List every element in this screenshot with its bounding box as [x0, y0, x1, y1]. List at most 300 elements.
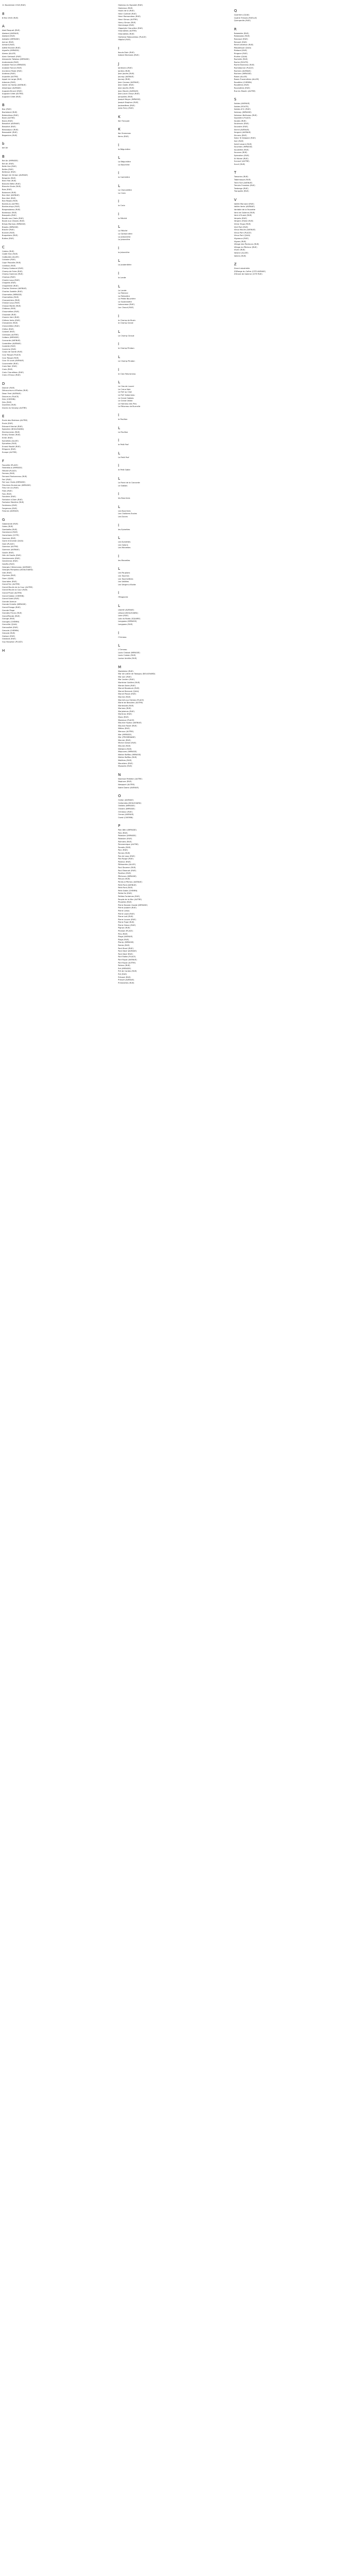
street-entry: Sechil (AVENUE) [234, 128, 250, 131]
street-entry: Fleur de Lis (RUE) [2, 487, 19, 489]
street-entry: Les Dunes [118, 515, 128, 518]
street-entry: la Lande [118, 276, 126, 279]
street-entry: Paul Eleanart (RUE) [118, 869, 137, 872]
street-entry: Rasnaud (RUE) [234, 38, 248, 40]
street-entry: Marcel Bernard (QUAI) [118, 690, 139, 692]
street-entry: Rochelle (RUE) [234, 58, 248, 61]
letter-heading: L [118, 643, 120, 648]
street-entry: Parc (RUE) [118, 849, 128, 852]
street-entry: Champs (RUE) [2, 276, 15, 278]
street-entry: Le Clos de Lourel [118, 385, 134, 388]
street-entry: Grand Fen (AUTRE) [2, 583, 20, 586]
street-entry: Pas Rouge (RUE) [118, 858, 134, 860]
street-entry: Hôpital (RUE) [118, 39, 131, 41]
letter-heading: I [118, 46, 120, 50]
street-entry: Charmettes (RUE) [2, 296, 19, 299]
street-entry: Jean Jaurès (RUE) [118, 87, 135, 90]
street-entry: Bonheurs (AUTRE) [2, 202, 20, 205]
street-entry: Joseph Mayer (IMPASSE) [118, 98, 141, 101]
street-entry: La Chanvelière [118, 189, 132, 191]
street-entry: Le Pavillon [118, 431, 128, 433]
street-entry: La Jallonnière [118, 235, 131, 238]
street-entry: Corniche (RUE) [2, 348, 16, 350]
street-entry: Fernand Pontonneau (RUE) [2, 475, 27, 478]
street-entry: La Bouchère [118, 163, 130, 166]
street-entry: Nesoport (AUTRE) [118, 783, 135, 786]
street-entry: Epinettes (ALLEE) [2, 439, 19, 442]
street-entry: Vieux Port (QUAI) [234, 234, 251, 237]
street-entry: Palaisien (IMPASSE) [118, 835, 137, 837]
street-entry: Chemin Vert (RUE) [2, 316, 20, 319]
street-entry: Le Haineau des Pins [118, 402, 137, 405]
street-entry: Garenne (RUE) [2, 537, 16, 539]
street-entry: Narcisse Pelletier (AUTRE) [118, 777, 142, 780]
street-entry: Adolphe (IMPASSE) [2, 38, 20, 40]
street-entry: Océanides (BOULEVARD) [118, 802, 141, 804]
letter-heading: L [118, 380, 120, 385]
letter-heading: l [118, 271, 119, 276]
street-entry: Rue du Moulin (AUTRE) [234, 90, 256, 92]
street-entry: Brisas Marinas (IMPASSE) [2, 223, 26, 226]
street-entry: Grande Plage [2, 609, 15, 612]
street-entry: L'Ormeau [118, 649, 127, 651]
street-entry: Balenckbos (RUE) [2, 114, 19, 116]
street-entry: Bel Air (IMPASSE) [2, 159, 19, 162]
street-entry: Fontaine Menière (RUE) [2, 501, 24, 504]
street-entry: Pinasse (PLACE) [118, 930, 133, 933]
street-entry: la Béguinière [118, 148, 130, 150]
street-entry: Aimard (RUE) [2, 44, 15, 46]
street-entry: Jean Jaurès (RUE) [118, 73, 135, 75]
street-entry: Pavillon (RUE) [118, 872, 131, 875]
street-entry: Eglantier (BOULEVARD) [2, 428, 24, 431]
street-entry: Bel Air (RUE) [2, 162, 14, 165]
street-entry: Tabernaque (RUE) [234, 178, 251, 181]
street-entry: Menoux (AUTRE) [118, 731, 134, 733]
street-entry: Cour Rouge (RUE) [2, 357, 19, 359]
letter-heading: B [2, 103, 5, 108]
street-entry: Pont Neuf (AVENUE) [118, 950, 137, 953]
street-entry: Jules Ferry (RUE) [118, 107, 134, 110]
street-entry: Parnes (RUE) [118, 852, 130, 855]
street-entry: Liberté (AVENUE) [118, 609, 135, 612]
street-entry: Maurice Hyalsz (AVENUE) [118, 722, 142, 724]
street-entry: Bank (AUTRE) [2, 117, 15, 120]
street-entry: Garamone (RUE) [2, 531, 18, 534]
street-entry: Le Sablais [118, 484, 128, 487]
street-entry: Océan (AVENUE) [118, 799, 134, 802]
street-entry: l'Étagnerie [118, 596, 128, 599]
street-entry: Village des Pecheurs (RUE) [234, 243, 259, 246]
street-entry: la Félicité [118, 217, 127, 219]
street-entry: La Palenne [118, 292, 128, 295]
street-entry: Bachelard (RUE) [2, 111, 18, 114]
street-entry: Roche (ROUTE) [234, 61, 248, 63]
street-entry: Rabasseas (RUE) [234, 35, 250, 38]
street-entry: Marcel Baudouin (RUE) [118, 687, 140, 690]
street-entry: Grand Soleil (RUE) [2, 598, 20, 600]
street-entry: Charmette (IMPASSE) [2, 293, 22, 296]
street-entry: Pointe (RUE) [118, 944, 130, 947]
street-entry: Bois (RUE) [2, 188, 12, 191]
street-entry: Granville (QUAI) [2, 623, 17, 626]
street-entry: Buquetons (RUE) [2, 234, 18, 237]
street-entry: Pignon (RUE) [118, 927, 130, 929]
street-entry: Broche (RUE) [2, 229, 14, 231]
street-entry: Maréchal Galliéni (RUE) [118, 681, 140, 684]
street-entry: Paix (RUE) [118, 832, 128, 834]
street-entry: Rochers (IMPASSE) [234, 73, 252, 75]
street-entry: Palmiers (RUE) [118, 840, 132, 843]
street-entry: Iboulo Dain (RUE) [118, 51, 135, 54]
street-entry: Grand'Ronde (RUE) [2, 615, 20, 617]
street-entry: Victor Hugo (RUE) [234, 223, 251, 226]
street-entry: Fleurines Dumenran (IMPASSE) [2, 484, 31, 486]
street-entry: Grange (RUE) [2, 618, 15, 620]
street-entry: Joseph Stephan (RUE) [118, 101, 139, 104]
street-entry: Belles (RUE) [2, 168, 14, 171]
street-entry: Aigrefin (IMPASSE) [2, 49, 20, 52]
street-entry: Grand Rivage (RUE) [2, 606, 21, 608]
street-entry: Ferl aux Chats (IMPASSE) [2, 481, 26, 484]
street-entry: Le Petit Parf [118, 456, 129, 459]
street-entry: Garenne (AVENUE) [2, 549, 20, 551]
street-entry: Ethgorre (RUE) [2, 448, 16, 451]
street-entry: Jean-Louis Chays (RUE) [118, 93, 140, 95]
street-entry: Auguste Gillet (RUE) [2, 95, 21, 98]
street-entry: Quatre Fresses (RUELLE) [234, 16, 257, 19]
street-entry: Mercier (RUE) [118, 739, 131, 741]
street-entry: Groison (RUE) [2, 635, 15, 637]
letter-heading: L [118, 604, 120, 608]
street-entry: Mettaire (RUE) [118, 748, 132, 750]
street-entry: Le Grand Vallon [118, 400, 133, 402]
street-entry: Grevole (CHEMIN) [2, 629, 19, 632]
street-entry: Petite Île (RUE) [118, 892, 132, 895]
street-entry: Drie (CHEMIN) [2, 398, 15, 401]
street-entry: Andreos (RUE) [2, 73, 16, 75]
street-entry: Bien Fille (RUE) [2, 180, 16, 182]
street-entry: Dunes du Secway (AUTRE) [2, 406, 27, 409]
street-entry: Souchais (IMPASSE) [234, 146, 253, 148]
street-entry: Pierre Bussier-Goulat (IMPASSE) [118, 904, 148, 906]
street-entry: Riebard (RUE) [234, 49, 247, 52]
street-entry: Arbanes (RUE) [2, 81, 16, 83]
street-entry: Salenay (IMPASSE) [234, 111, 252, 114]
street-entry: Charpentiers (RUE) [2, 299, 20, 301]
street-entry: Foix (RUE) [2, 493, 12, 495]
street-entry: Ouest (CHEMIN) [118, 816, 133, 819]
letter-heading: L [118, 183, 120, 188]
street-entry: ZGBarge du Caître (CITE AVENUE) [234, 270, 266, 273]
street-entry: le Petit Sable [118, 469, 130, 471]
street-entry: Terre Fort (AVENUE) [234, 181, 253, 184]
street-entry: Beaufort (RUE) [2, 126, 16, 128]
street-entry: Paradis (RUE) [118, 846, 131, 849]
street-entry: Variable de la Fauvette [234, 209, 256, 211]
street-entry: Chasse Loup (RUE) [2, 302, 20, 304]
street-entry: Le Fief au Chat [118, 391, 132, 394]
street-entry: Electronicien (RUE) [2, 431, 20, 433]
street-entry: Sources (RUE) [234, 151, 247, 154]
letter-heading: K [118, 127, 121, 132]
street-entry: Le Fief Gaborneau [118, 394, 135, 396]
street-entry: Gén de Gaulle (RUE) [2, 554, 21, 557]
street-entry: Voisine (ALLEE) [234, 251, 248, 254]
street-entry: Oliviers (IMPASSE) [118, 807, 135, 810]
street-entry: Capri Pascalle (RUE) [2, 261, 21, 264]
letter-heading: l [118, 143, 119, 147]
street-entry: Clerisses (AUTRE) [2, 333, 19, 336]
street-entry: Pré (IMPASSE) [118, 967, 131, 970]
street-entry: Marcel Pasub (RUE) [118, 693, 137, 696]
street-entry: René Lebreton (RUE) [234, 44, 254, 46]
street-entry: Tranquille (RUE) [234, 190, 249, 193]
street-entry: Anatole France (IMPASSE) [2, 64, 26, 66]
street-entry: Soir (RUE) [234, 140, 244, 142]
street-entry: Vigneaux (RUE) [234, 238, 249, 240]
street-entry: Chêne (RUE) [2, 328, 14, 330]
street-entry: Sergent (AVENUE) [234, 131, 251, 134]
street-entry: Voliers (RUE) [234, 255, 246, 257]
street-entry: Primevères (RUE) [118, 981, 135, 984]
street-entry: Fresnes (AVENUE) [2, 510, 19, 513]
street-entry: Jean Cacaou (AVENUE) [118, 81, 139, 83]
letter-heading: H [2, 648, 5, 653]
street-entry: Jardinans (RUE) [118, 66, 132, 69]
street-entry: Henri Simon (AUTRE) [118, 18, 138, 21]
street-entry: Garre d'Arveste (QUAI) [2, 540, 24, 543]
street-entry: Cordelle (RUE) [2, 345, 16, 348]
street-entry: Atlantique (AVENUE) [2, 87, 21, 90]
street-entry: Bosquets (RUE) [2, 214, 16, 217]
street-entry: Gourlates (RUE) [2, 580, 17, 583]
street-entry: Ernest Moullé (RUE) [2, 445, 21, 448]
street-entry: Sautes (RUE) [234, 120, 246, 122]
street-entry: Borgeaubeau (RUE) [2, 209, 21, 211]
letter-heading: L [118, 225, 120, 229]
letter-heading: V [234, 197, 237, 202]
street-entry: Marais Sales (RUE) [118, 684, 136, 687]
street-entry: Pierre Louvre (RUE) [118, 918, 136, 921]
street-entry: La Lande [118, 289, 127, 292]
letter-heading: F [2, 459, 5, 463]
street-entry: Vallée Morvand (RUE) [234, 202, 254, 205]
street-entry: le Petit Parf [118, 444, 129, 446]
street-entry: Roudière (CHEMIN) [234, 81, 252, 83]
street-entry: Jean Moulin (AVENUE) [118, 90, 139, 92]
street-entry: Roses Traversières (ALLEE) [234, 78, 259, 81]
street-entry: Ormes (AVENUE) [118, 814, 134, 816]
street-entry: Chevreillière (RUE) [2, 325, 20, 328]
street-entry: Le Pâtureau de Burnelle [118, 405, 140, 408]
street-entry: Begoniers (RUE) [2, 134, 18, 137]
street-entry: Beausoleil (RUE) [2, 131, 18, 134]
street-entry: Peluon (RUE) [118, 878, 130, 880]
street-entry: Pierre Joubert (RUE) [118, 907, 137, 909]
street-entry: Bergerie (RUE) [2, 177, 16, 179]
street-entry: Myosotis (RUE) [118, 765, 132, 768]
street-entry: Dean Fred (AVENUE) [2, 392, 21, 395]
street-entry: Forgerons (RUE) [2, 507, 18, 510]
street-entry: le Champ Pimbon [118, 347, 135, 350]
street-entry: Appel du Large (RUE) [2, 78, 22, 81]
street-entry: Auguste Brunel (RUE) [2, 90, 22, 92]
street-entry: Beausejour (RUE) [2, 128, 19, 131]
street-entry: Vieux Port (PLACE) [234, 231, 252, 234]
street-entry: Ancienne Poste (RUE) [2, 70, 22, 72]
street-entry: Roudières (RUE) [234, 84, 250, 87]
street-entry: Bolonnet (RUE) [2, 191, 16, 194]
street-entry: le Champ Girard [118, 322, 134, 325]
street-entry: Longpass (IMPASSE) [118, 620, 137, 623]
letter-heading: N [118, 772, 121, 777]
street-entry: Guy Burginon (PLACE) [2, 641, 23, 643]
street-entry: Jaunay (RUE) [118, 78, 130, 81]
street-entry: Lac Chaud (RUE) [118, 307, 134, 309]
street-entry: Courcerelle (RUE) [2, 362, 19, 365]
street-entry: Pont Bruel (RUE) [118, 947, 134, 950]
street-entry: Surcil (RUE) [234, 163, 245, 165]
street-entry: Champ de Foire (RUE) [2, 270, 23, 273]
street-entry: Mar Juin (RUE) [118, 675, 131, 678]
street-entry: la Cantinière [118, 176, 130, 179]
letter-heading: l [118, 367, 119, 372]
street-entry: Marines (RUE) [118, 707, 131, 710]
letter-heading: L [118, 355, 120, 360]
letter-heading: l [118, 413, 119, 417]
letter-heading: l [118, 171, 119, 176]
street-entry: Palaisien (RUE) [118, 838, 132, 840]
street-entry: Pierre Loti (RUE) [118, 916, 134, 918]
street-entry: Mazeaux (PLACE) [118, 719, 135, 721]
street-entry: République (QUAI) [234, 46, 252, 49]
street-entry: Europe (AUTRE) [2, 451, 17, 453]
street-entry: Mer (IMPASSE) [118, 733, 132, 736]
street-entry: Rounsières (RUE) [234, 87, 250, 90]
street-entry: Littoral (BOULEVARD) [118, 612, 138, 614]
street-entry: Pins (RUE) [118, 933, 128, 935]
street-entry: Potiers (RUE) [118, 964, 130, 967]
street-entry: Croix (RUE) [2, 368, 13, 370]
street-entry: le Clos Febvraneau [118, 372, 136, 375]
street-entry: Salomon Belliveau (RUE) [234, 114, 257, 116]
street-entry: Plage (RUE) [118, 938, 129, 941]
street-entry: Vieil Port (RUE) [234, 226, 248, 228]
letter-heading: L [118, 451, 120, 455]
street-entry: Abelard (RUE) [2, 35, 15, 38]
street-entry: Gare (PLACE) [2, 543, 14, 545]
letter-heading: M [118, 665, 122, 669]
street-entry: Georges Pompidou (BOULEVARD) [2, 569, 33, 571]
street-entry: Bouée aux Chats (RUE) [2, 217, 24, 219]
street-entry: Mejaunes (IMPASSE) [118, 751, 137, 753]
street-entry: Pont Neuf (RUE) [118, 953, 133, 955]
street-entry: Genêts (RUE) [2, 563, 15, 565]
street-entry: St Michel (RUE) [234, 157, 248, 160]
street-entry: Le Champ Pinaton [118, 360, 135, 363]
street-entry: Pré (RUE) [118, 973, 127, 975]
street-entry: Champ Garenne (RUE) [2, 273, 23, 276]
street-entry: Chapelle (RUE) [2, 282, 16, 284]
letter-heading: L [118, 426, 120, 430]
street-entry: Pain Béni (IMPASSE) [118, 829, 137, 832]
street-entry: Gonn (QUAI) [2, 577, 14, 580]
street-entry: Verpets (RUE) [234, 217, 247, 219]
street-entry: Roses (ALLEE) [234, 75, 247, 78]
street-entry: Chasse Marée (RUE) [2, 304, 21, 307]
street-entry: Marché aux Herbes (PLACE) [118, 699, 144, 701]
street-entry: les Bourrines [118, 497, 130, 500]
street-entry: La Béguinière [118, 161, 131, 163]
street-entry: Bonheurtoys (RUE) [2, 206, 20, 208]
street-entry: Port Royal (AVENUE) [118, 959, 137, 961]
street-entry: Ferl (RUE) [2, 478, 11, 481]
street-entry: Concorde (AVENUE) [2, 340, 21, 342]
street-entry: Grand Phare (AUTRE) [2, 591, 22, 594]
street-entry: Terroirs Frandais (RUE) [234, 184, 255, 187]
street-entry: Cour Rouge (PLACE) [2, 353, 21, 356]
street-entry: Vieux Moulin (AVENUE) [234, 229, 256, 231]
street-entry: Hirondelles (AUTRE) [118, 30, 137, 32]
street-entry: Grand Moulin de la Cour (AUTRE) [2, 586, 33, 588]
street-entry: Glycines (RUE) [2, 574, 16, 577]
letter-heading: L [118, 156, 120, 160]
street-entry: Sourdière (RUE) [234, 148, 249, 151]
street-entry: Maurice Ravel (RUE) [118, 724, 137, 727]
letter-heading: l [118, 591, 119, 596]
street-entry: Dris (RUE) [2, 401, 12, 403]
street-entry: Perles à Pêcheu (AVENUE) [118, 880, 142, 883]
street-entry: Sapinière (PLACE) [234, 117, 251, 120]
street-entry: Mar Leclerc (RUE) [118, 679, 135, 681]
letter-heading: l [118, 246, 119, 250]
street-entry: La Garbonnière [118, 232, 132, 235]
street-entry: Pierre Lazai (RUE) [118, 912, 135, 915]
letter-heading: Z [234, 262, 237, 267]
street-entry: Les Galons [118, 544, 128, 546]
street-entry: Mar de Lattre de Tassigny (BOULEVARD) [118, 673, 156, 675]
street-entry: Grande Avenue [2, 600, 16, 603]
street-entry: Marjolaines (RUE) [118, 710, 135, 713]
letter-heading: L [118, 329, 120, 334]
street-entry: Hirondelles (RUE) [118, 32, 135, 35]
letter-heading: L [118, 567, 120, 571]
street-entry: Corps de Garde (RUE) [2, 351, 23, 353]
street-entry: Henri Ramondeau (RUE) [118, 15, 141, 18]
street-entry: Zone Industrielle [234, 267, 250, 270]
street-entry: la Croix [118, 205, 125, 207]
street-entry: Gendirmes (RUE) [2, 560, 18, 563]
street-entry: Astrie du Harbo (AVENUE) [2, 84, 26, 87]
street-entry: Enfer (RUE) [2, 437, 13, 439]
street-entry: Cadet Han (RUE) [2, 253, 18, 256]
street-entry: La Jalonnière [118, 239, 130, 241]
street-entry: Alexandre Taliabez (IMPASSE) [2, 58, 29, 61]
letter-heading: L [118, 284, 120, 289]
street-entry: Ringone (RUE) [234, 52, 248, 55]
letter-heading: b [2, 142, 5, 146]
street-entry: Le Grand Sablais [118, 397, 134, 399]
letter-heading: A [2, 24, 5, 29]
street-entry: Croix Noir (RUE) [2, 365, 18, 368]
street-entry: Acinar (RUE) [2, 41, 14, 43]
street-entry: Hauts de la (RUE) [118, 10, 135, 12]
street-entry: Pré de Cordes (RUE) [118, 970, 137, 973]
letter-heading: T [234, 171, 237, 175]
street-entry: Bordeaux (RUE) [2, 211, 17, 214]
street-entry: Chevalerie (RUE) [2, 322, 18, 325]
